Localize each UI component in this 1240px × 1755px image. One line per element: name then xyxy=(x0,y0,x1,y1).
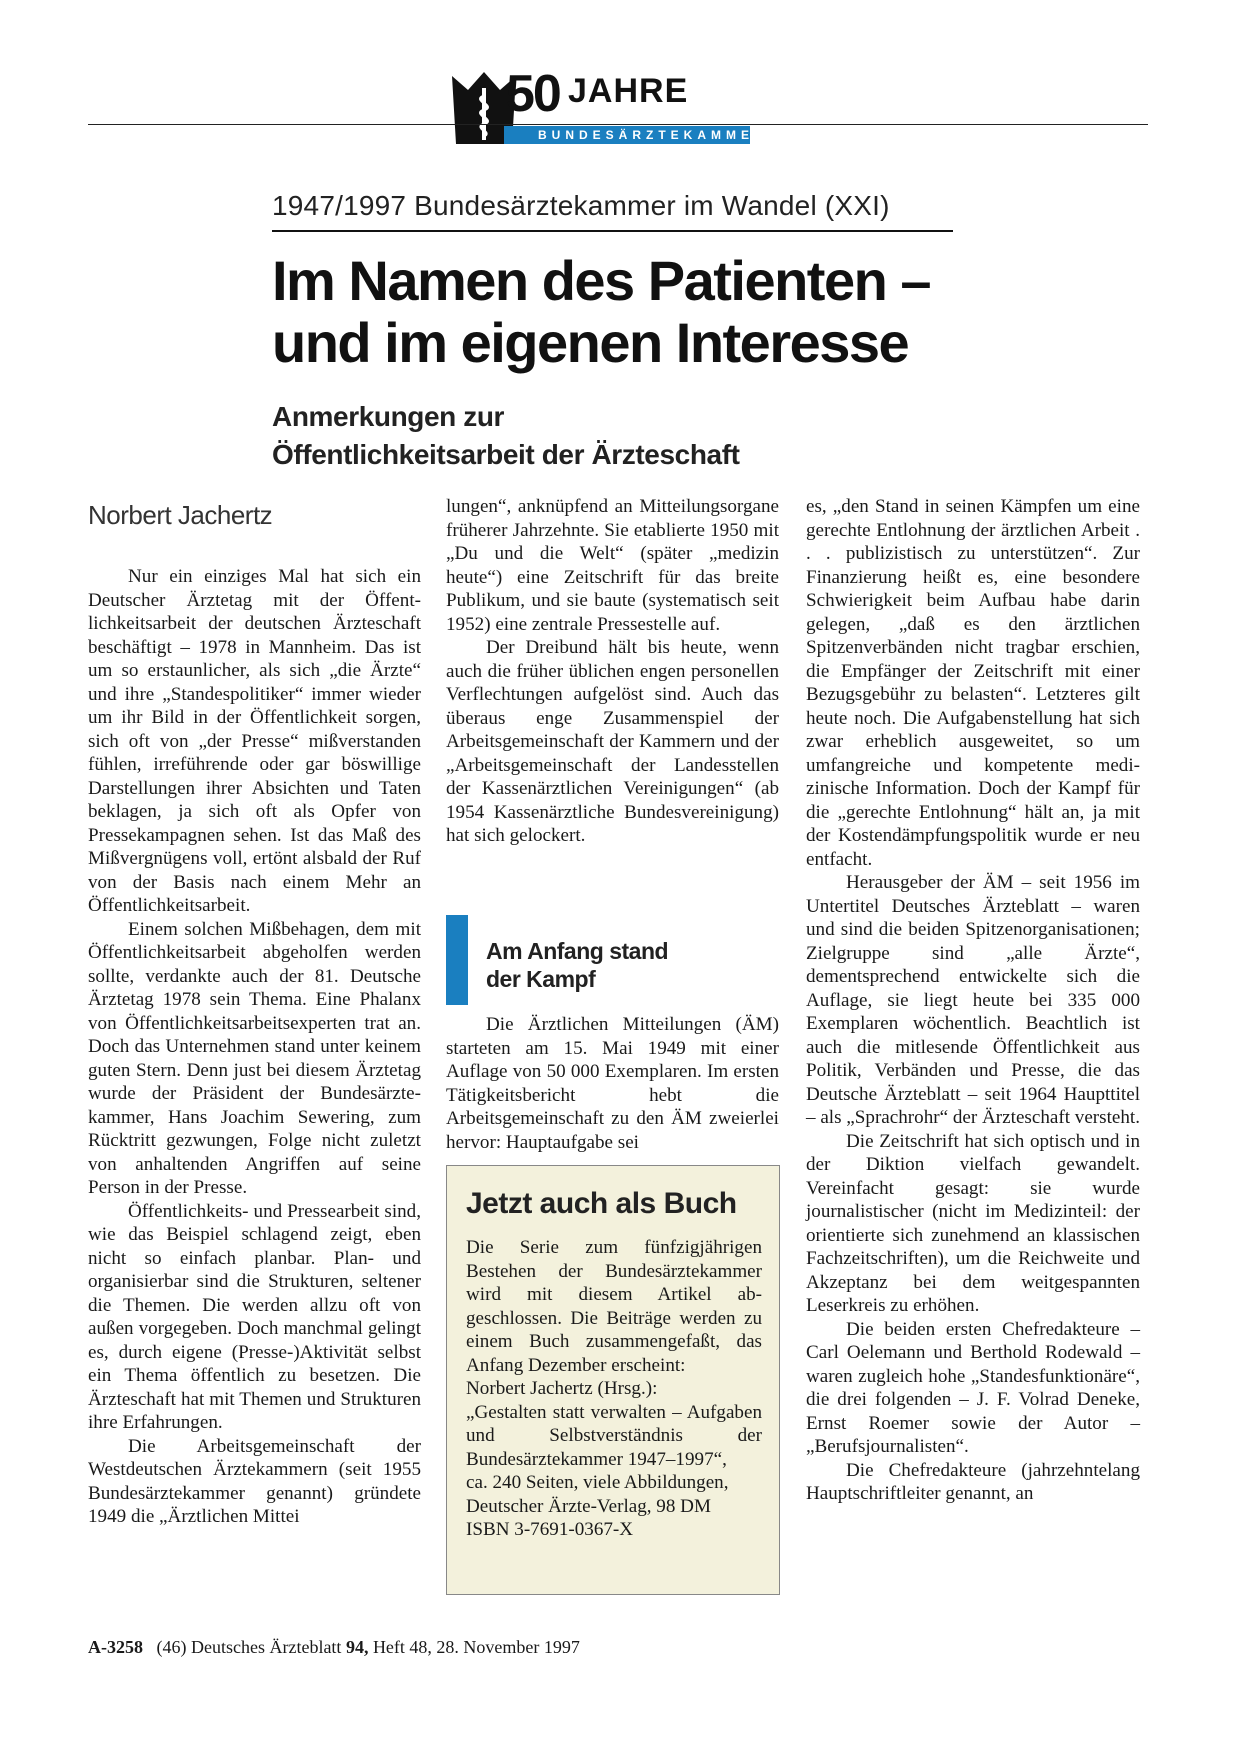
paragraph: Die Arbeitsgemeinschaft der Westdeutschen Ärztekammern (seit 1955 Bundesärztekammer genannt) gründete 1949 die „Ärztlichen Mittei xyxy=(88,1435,421,1527)
body-column-2-continued xyxy=(446,1013,779,1154)
page-footer xyxy=(88,1637,580,1658)
subhead-accent-bar xyxy=(446,915,468,1005)
subhead-line-1: Am Anfang stand xyxy=(486,938,669,964)
paragraph: Die Chefredakteure (jahrzehntelang Hauptschriftleiter genannt, an xyxy=(806,1459,1140,1504)
series-line: 1947/1997 Bundesärztekammer im Wandel (XXI) xyxy=(272,190,890,221)
subhead-line-2: der Kampf xyxy=(486,966,596,992)
paragraph: Die Zeitschrift hat sich optisch und in der Diktion vielfach gewandelt. Vereinfacht gesagt: sie wurde journalistischer (nicht im Medizinteil: der orientierte sich zunehmend an klassischen Fachzeitschriften), um die Reichweite und Akzeptanz bei dem weitgespannten Leserkreis zu erhöhen. xyxy=(806,1130,1140,1316)
title-line-2: und im eigenen Interesse xyxy=(272,311,909,374)
logo-subtitle: BUNDESÄRZTEKAMMER xyxy=(538,128,768,142)
book-box-intro: Die Serie zum fünfzigjährigen Bestehen der Bundesärztekammer wird mit diesem Artikel abgeschlossen. Die Beiträge werden zu einem Buch zusammengefaßt, das Anfang Dezember erscheint: xyxy=(466,1237,762,1376)
paragraph: Die Ärztlichen Mitteilungen (ÄM) starteten am 15. Mai 1949 mit einer Auflage von 50 000 Exemplaren. Im ersten Tätigkeitsbericht hebt die Arbeitsgemeinschaft zu den ÄM zweierlei hervor: Hauptaufgabe sei xyxy=(446,1014,779,1153)
book-details: ca. 240 Seiten, viele Abbildungen, Deutscher Ärzte-Verlag, 98 DM xyxy=(466,1472,729,1517)
title-line-1: Im Namen des Patienten – xyxy=(272,249,931,312)
paragraph: Nur ein einziges Mal hat sich ein Deutscher Ärztetag mit der Öffentlichkeitsarbeit der deutschen Ärzteschaft beschäftigt – 1978 in Mannheim. Das ist um so erstaunlicher, als sich „die Ärzte“ und ihre „Standespolitiker“ immer wieder um ihr Bild in der Öffentlichkeit sorgen, sich oft von „der Presse“ mißverstanden fühlen, irreführende oder gar böswillige Darstellungen ihrer Absichten und Taten beklagen, ja sich oft als Opfer von Pressekampagnen sehen. Ist das Maß des Mißvergnügens voll, ertönt alsbald der Ruf von der Basis nach einem Mehr an Öffentlichkeitsarbeit. xyxy=(88,566,421,916)
subtitle-line-1: Anmerkungen zur xyxy=(272,401,505,432)
footer-issue: Heft 48, 28. November 1997 xyxy=(372,1637,580,1657)
paragraph: lungen“, anknüpfend an Mitteilungsorgane früherer Jahrzehnte. Sie etablierte 1950 mit „Du und die Welt“ (später „medizin heute“) eine Zeitschrift für das breite Publikum, und sie baute (systematisch seit 1952) eine zentrale Pressestelle auf. xyxy=(446,496,779,635)
book-editor: Norbert Jachertz (Hrsg.): xyxy=(466,1378,658,1399)
book-box-text xyxy=(466,1236,762,1542)
body-column-3 xyxy=(806,495,1140,1506)
paragraph: Die beiden ersten Chefredakteure – Carl Oelemann und Berthold Rodewald – waren zugleich hohe „Standesfunktionäre“, die drei folgenden – J. F. Volrad Deneke, Ernst Roemer sowie der Autor – „Berufsjournalisten“. xyxy=(806,1318,1140,1457)
article-subtitle xyxy=(272,398,1032,474)
author-name: Norbert Jachertz xyxy=(88,500,273,530)
book-box-title: Jetzt auch als Buch xyxy=(466,1187,737,1220)
page-number: A-3258 xyxy=(88,1637,143,1657)
body-column-1 xyxy=(88,565,421,1529)
footer-volume: 94, xyxy=(345,1637,369,1657)
book-isbn: ISBN 3-7691-0367-X xyxy=(466,1519,634,1540)
book-title: „Gestalten statt verwalten – Aufgaben und Selbstverständnis der Bundesärztekammer 1947–1997“, xyxy=(466,1401,762,1470)
logo-number: 50 xyxy=(506,65,560,123)
logo-word: JAHRE xyxy=(568,72,689,110)
paragraph: Öffentlichkeits- und Pressearbeit sind, wie das Beispiel schlagend zeigt, eben nicht so einfach planbar. Plan- und organisierbar sind die Strukturen, seltener die Themen. Die werden allzu oft von außen vorgegeben. Doch manchmal gelingt es, durch eigene (Presse-)Aktivität selbst ein Thema öffentlich zu besetzen. Die Ärzteschaft hat mit Themen und Strukturen ihre Erfahrungen. xyxy=(88,1200,421,1433)
article-title xyxy=(272,250,1172,374)
body-column-2 xyxy=(446,495,779,848)
paragraph: Der Dreibund hält bis heute, wenn auch die früher üblichen engen personellen Verflechtungen aufgelöst sind. Auch das überaus enge Zusammenspiel der Arbeitsgemeinschaft der Kammern und der „Arbeitsgemeinschaft der Landesstellen der Kassenärztlichen Vereinigungen“ (ab 1954 Kassenärztliche Bundesvereinigung) hat sich gelockert. xyxy=(446,637,779,846)
footer-source: (46) Deutsches Ärzteblatt xyxy=(156,1637,342,1657)
paragraph: es, „den Stand in seinen Kämpfen um eine gerechte Entlohnung der ärztlichen Arbeit . . . publizistisch zu unterstützen“. Zur Finanzierung heißt es, eine besondere Schwierigkeit beim Aufbau habe darin gelegen, „daß es den ärztlichen Spitzenverbänden nicht tragbar erschien, die Empfänger der Zeitschrift mit einer Bezugsgebühr zu belasten“. Letzteres gilt heute noch. Die Aufgabenstellung hat sich zwar erheblich ausgeweitet, so um umfangreiche und kompetente medizinische Information. Doch der Kampf für die „gerechte Entlohnung“ hält an, ja mit der Kostendämpfungspolitik wurde er neu entfacht. xyxy=(806,496,1140,870)
header-rule xyxy=(88,124,1148,125)
paragraph: Einem solchen Mißbehagen, dem mit Öffentlichkeitsarbeit abgeholfen werden sollte, verdankte auch der 81. Deutsche Ärztetag 1978 sein Thema. Eine Phalanx von Öffentlichkeitsarbeitsexperten trat an. Doch das Unternehmen stand unter keinem guten Stern. Denn just bei diesem Ärztetag wurde der Präsident der Bundesärztekammer, Hans Joachim Sewering, zum Rücktritt gezwungen, Folge nicht zuletzt von anhaltenden Angriffen auf seine Person in der Presse. xyxy=(88,918,421,1198)
series-rule xyxy=(272,230,953,232)
section-subhead xyxy=(486,937,746,993)
paragraph: Herausgeber der ÄM – seit 1956 im Untertitel Deutsches Ärzteblatt – waren und sind die beiden Spitzenorganisationen; Zielgruppe sind „alle Ärzte“, dementsprechend entwickelte sich die Auflage, sie liegt heute bei 335 000 Exemplaren wöchentlich. Beachtlich ist auch die mitlesende Öffentlichkeit aus Politik, Verbänden und Presse, die das Deutsche Ärzteblatt – seit 1964 Haupttitel – als „Sprachrohr“ der Ärzteschaft versteht. xyxy=(806,872,1140,1128)
subtitle-line-2: Öffentlichkeitsarbeit der Ärzteschaft xyxy=(272,439,740,470)
